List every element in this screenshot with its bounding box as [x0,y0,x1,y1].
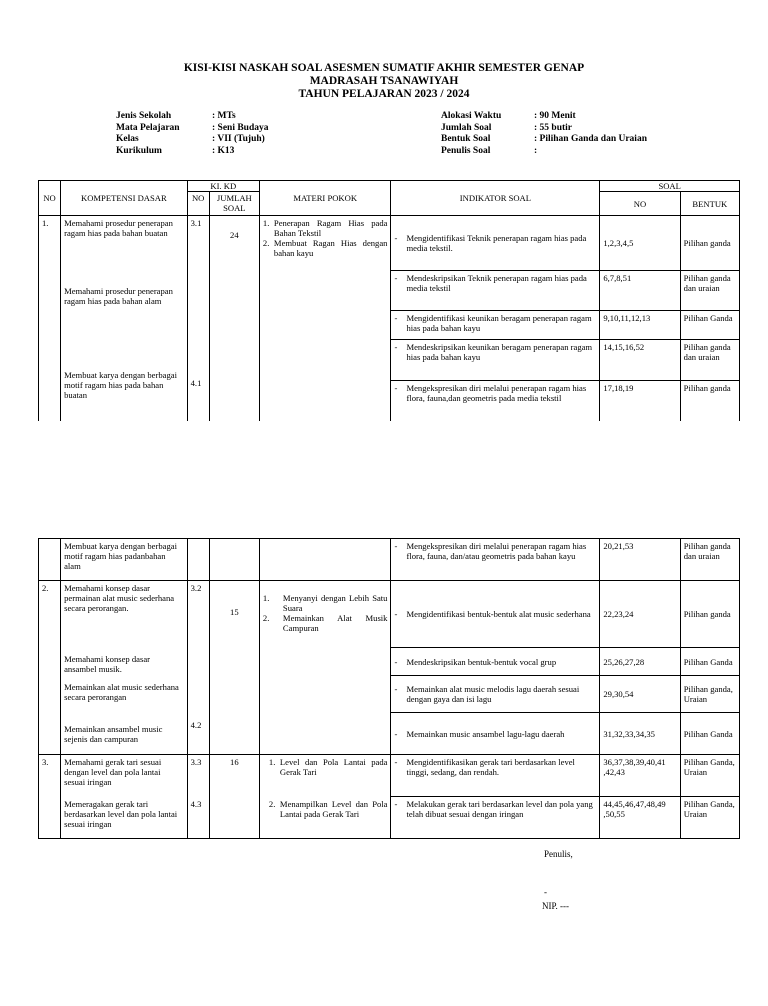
col-header-bentuk: BENTUK [680,192,739,216]
indikator-text: Mengidentifikasi Teknik penerapan ragam hias pada media tekstil. [406,233,587,253]
ki-cell [187,581,209,755]
indikator-cell: - Mendeskripsikan bentuk-bentuk vocal grup [391,648,600,676]
document-subtitle-school: MADRASAH TSANAWIYAH [309,75,459,87]
kd-text: Memainkan alat music sederhana secara perorangan [64,682,179,702]
info-value: : 90 Menit [534,111,576,121]
materi-text: Menyanyi dengan Lebih Satu Suara [282,593,388,613]
ki-number: 4.3 [187,797,209,839]
kd-text: Memahami prosedur penerapan ragam hias pada bahan buatan [64,218,173,238]
materi-num: 1. [268,757,276,767]
soal-number-cell: 44,45,46,47,48,49 ,50,55 [600,797,680,839]
indikator-text: Mendeskripsikan keunikan beragam penerapan ragam hias pada bahan kayu [406,342,593,362]
info-value: : Seni Budaya [212,122,269,133]
indikator-text: Mengekspresikan diri melalui penerapan ragam hias flora, fauna,dan geometris pada media tekstil [406,383,587,403]
bentuk-cell: Pilihan Ganda [680,311,739,340]
col-header-kompetensi: KOMPETENSI DASAR [61,181,188,216]
materi-text: Level dan Pola Lantai pada Gerak Tari [279,757,388,777]
indikator-text: Mendeskripsikan Teknik penerapan ragam hias pada media tekstil [406,273,587,293]
ki-number: 4.1 [190,378,202,388]
indikator-cell: - Mendeskripsikan Teknik penerapan ragam hias pada media tekstil [391,271,600,311]
col-header-ki-kd: KI. KD [187,181,259,192]
indikator-cell: - Memainkan music ansambel lagu-lagu daerah [391,713,600,755]
indikator-cell: - Mengekspresikan diri melalui penerapan ragam hias flora, fauna,dan geometris pada media tekstil [391,381,600,421]
kd-text: Memahami prosedur penerapan ragam hias pada bahan alam [64,286,173,306]
indikator-text: Mengidentifikasikan gerak tari berdasarkan level tinggi, sedang, dan rendah. [406,757,575,777]
info-label: Penulis Soal [441,145,491,156]
soal-number-cell: 14,15,16,52 [600,340,680,381]
materi-cell [259,755,391,797]
materi-text: Penerapan Ragam Hias pada Bahan Tekstil [273,218,388,238]
indikator-text: Memainkan alat music melodis lagu daerah sesuai dengan gaya dan isi lagu [406,684,580,704]
info-label: Alokasi Waktu [441,111,502,121]
ki-cell [187,216,209,421]
jumlah-soal: 15 [209,581,259,755]
document-title: KISI-KISI NASKAH SOAL ASESMEN SUMATIF AKHIR SEMESTER GENAP [183,62,585,74]
materi-item [263,799,388,819]
bentuk-cell: Pilihan ganda dan uraian [680,539,739,581]
jumlah-soal [209,539,259,581]
indikator-text: Mendeskripsikan bentuk-bentuk vocal grup [406,656,557,667]
kd-text: Memahami konsep dasar ansambel musik. [64,654,151,674]
indikator-cell: - Mengidentifikasi Teknik penerapan ragam hias pada media tekstil. [391,216,600,271]
info-value: : Pilihan Ganda dan Uraian [534,134,647,144]
info-label: Mata Pelajaran [116,122,180,133]
materi-cell [259,216,391,421]
kisi-kisi-table-page2 [38,538,740,839]
info-value: : [534,145,538,156]
info-label: Kelas [116,134,139,144]
row-number: 1. [39,216,61,421]
soal-number-cell: 31,32,33,34,35 [600,713,680,755]
ki-number: 4.2 [190,720,202,730]
col-header-soal: SOAL [600,181,740,192]
materi-num: 1. [262,218,270,228]
bentuk-cell: Pilihan Ganda, Uraian [680,797,739,839]
bentuk-cell: Pilihan ganda [680,216,739,271]
info-value: : 55 butir [534,122,572,133]
ki-number [187,539,209,581]
materi-item [263,757,388,777]
info-label: Kurikulum [116,145,162,156]
materi-item [263,593,388,613]
kd-text: Memainkan ansambel music sejenis dan campuran [64,724,163,744]
kd-text: Membuat karya dengan berbagai motif ragam hias padanbahan alam [61,539,188,581]
info-label: Jumlah Soal [441,122,492,133]
row-number: 3. [39,755,61,839]
indikator-text: Mengekspresikan diri melalui penerapan ragam hias flora, fauna, dan/atau geometris pada bahan kayu [406,541,587,561]
jumlah-soal: 16 [209,755,259,797]
soal-number-cell: 20,21,53 [600,539,680,581]
kd-cell [61,581,188,755]
materi-cell [259,581,391,755]
materi-num: 2. [262,238,270,248]
soal-number-cell: 17,18,19 [600,381,680,421]
soal-number-cell: 25,26,27,28 [600,648,680,676]
indikator-cell: - Mengidentifikasi keunikan beragam penerapan ragam hias pada bahan kayu [391,311,600,340]
info-label: Jenis Sekolah [116,111,172,121]
kd-text: Memeragakan gerak tari berdasarkan level dan pola lantai sesuai iringan [61,797,188,839]
ki-number: 3.1 [190,218,202,228]
indikator-cell: - Mengidentifikasikan gerak tari berdasarkan level tinggi, sedang, dan rendah. [391,755,600,797]
info-left [116,111,269,157]
indikator-cell: - Mengekspresikan diri melalui penerapan ragam hias flora, fauna, dan/atau geometris pada bahan kayu [391,539,600,581]
indikator-text: Memainkan music ansambel lagu-lagu daerah [406,728,565,739]
soal-number-cell: 29,30,54 [600,676,680,713]
col-header-jumlah: JUMLAH SOAL [209,192,259,216]
kisi-kisi-table-page1 [38,180,740,421]
materi-num: 2. [262,613,270,623]
bentuk-cell: Pilihan Ganda [680,713,739,755]
indikator-text: Melakukan gerak tari berdasarkan level dan pola yang telah dibuat sesuai dengan iringan [406,799,593,819]
info-value: : MTs [212,111,236,121]
indikator-cell: - Mengidentifikasi bentuk-bentuk alat music sederhana [391,581,600,648]
indikator-text: Mengidentifikasi keunikan beragam penerapan ragam hias pada bahan kayu [406,313,592,333]
materi-item [263,613,388,633]
jumlah-soal [209,797,259,839]
soal-number-cell: 9,10,11,12,13 [600,311,680,340]
soal-number-cell: 6,7,8,51 [600,271,680,311]
info-value: : VII (Tujuh) [212,134,265,144]
bentuk-cell: Pilihan Ganda, Uraian [680,755,739,797]
indikator-cell: - Melakukan gerak tari berdasarkan level dan pola yang telah dibuat sesuai dengan iringan [391,797,600,839]
materi-num: 1. [262,593,270,603]
bentuk-cell: Pilihan Ganda [680,648,739,676]
bentuk-cell: Pilihan ganda [680,381,739,421]
ki-number: 3.3 [187,755,209,797]
materi-cell [259,797,391,839]
col-header-materi: MATERI POKOK [259,181,391,216]
soal-number-cell: 36,37,38,39,40,41 ,42,43 [600,755,680,797]
materi-item [263,218,388,238]
materi-cell [259,539,391,581]
col-header-ki-no: NO [187,192,209,216]
ki-number: 3.2 [190,583,202,593]
col-header-soal-no: NO [600,192,680,216]
kd-cell [61,216,188,421]
info-label: Bentuk Soal [441,134,491,144]
signature-label: Penulis, [544,849,573,859]
indikator-cell: - Memainkan alat music melodis lagu daerah sesuai dengan gaya dan isi lagu [391,676,600,713]
materi-num: 2. [268,798,276,809]
indikator-text: Mengidentifikasi bentuk-bentuk alat music sederhana [406,609,591,619]
soal-number-cell: 1,2,3,4,5 [600,216,680,271]
signature-nip: NIP. --- [542,901,569,911]
bentuk-cell: Pilihan ganda dan uraian [680,340,739,381]
info-right [441,111,647,157]
document-subtitle-year: TAHUN PELAJARAN 2023 / 2024 [298,88,470,100]
row-number: 2. [39,581,61,755]
kd-text: Memahami gerak tari sesuai dengan level dan pola lantai sesuai iringan [61,755,188,797]
materi-item [263,238,388,258]
materi-text: Memainkan Alat Musik Campuran [282,613,388,633]
materi-text: Menampilkan Level dan Pola Lantai pada Gerak Tari [279,798,388,819]
kd-text: Membuat karya dengan berbagai motif ragam hias pada bahan buatan [64,370,177,400]
bentuk-cell: Pilihan ganda, Uraian [680,676,739,713]
row-number [39,539,61,581]
indikator-cell: - Mendeskripsikan keunikan beragam penerapan ragam hias pada bahan kayu [391,340,600,381]
signature-name: - [544,887,547,897]
materi-text: Membuat Ragan Hias dengan bahan kayu [273,238,388,258]
kd-text: Memahami konsep dasar permainan alat music sederhana secara perorangan. [64,583,175,613]
col-header-indikator: INDIKATOR SOAL [391,181,600,216]
bentuk-cell: Pilihan ganda dan uraian [680,271,739,311]
bentuk-cell: Pilihan ganda [680,581,739,648]
col-header-no: NO [39,181,61,216]
jumlah-soal: 24 [209,216,259,421]
soal-number-cell: 22,23,24 [600,581,680,648]
info-value: : K13 [212,145,235,156]
